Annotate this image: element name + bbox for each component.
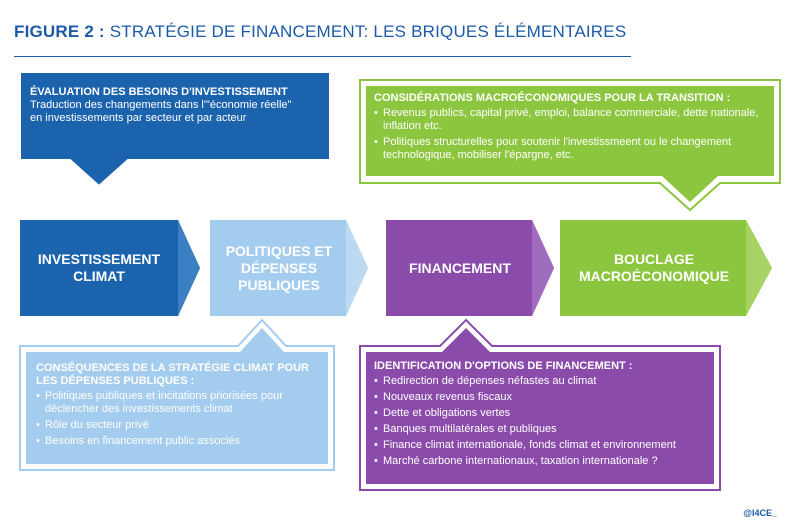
box-besoins-text: Traduction des changements dans l'"économie réelle" en investissements par secteur et par acteur (30, 99, 292, 124)
box-macro-item: • Politiques structurelles pour soutenir l'investissmeent ou le changement technologique, mobiliser l'épargne, etc. (374, 136, 770, 162)
figure-number: FIGURE 2 : (14, 22, 105, 41)
box-macro-item: • Revenus publics, capital privé, emploi, balance commerciale, dette nationale, inflation etc. (374, 107, 770, 133)
box-options-heading: IDENTIFICATION D'OPTIONS DE FINANCEMENT : (374, 360, 633, 372)
figure-title-text: STRATÉGIE DE FINANCEMENT: LES BRIQUES ÉLÉMENTAIRES (109, 22, 627, 41)
box-consequences-item: • Rôle du secteur privé (36, 419, 326, 432)
box-macro-heading: CONSIDÉRATIONS MACROÉCONOMIQUES POUR LA TRANSITION : (374, 92, 731, 104)
box-options-item: • Redirection de dépenses néfastes au climat (374, 375, 710, 388)
box-options-item: • Banques multilatérales et publiques (374, 423, 710, 436)
box-options-item: • Marché carbone internationaux, taxation internationale ? (374, 455, 710, 468)
box-consequences-depenses (36, 362, 326, 451)
box-macro-list (374, 107, 770, 162)
box-besoins-investissement (30, 86, 322, 125)
box-consequences-heading: CONSÉQUENCES DE LA STRATÉGIE CLIMAT POUR LES DÉPENSES PUBLIQUES : (36, 362, 309, 387)
box-options-item: • Nouveaux revenus fiscaux (374, 391, 710, 404)
box-besoins-heading: ÉVALUATION DES BESOINS D'INVESTISSEMENT (30, 86, 288, 98)
step-financement: FINANCEMENT (409, 259, 511, 276)
box-options-item: • Dette et obligations vertes (374, 407, 710, 420)
step-investissement-climat: INVESTISSEMENT CLIMAT (37, 251, 161, 284)
box-options-item: • Finance climat internationale, fonds climat et environnement (374, 439, 710, 452)
step-3-tip (532, 220, 554, 316)
box-considerations-macro (374, 92, 770, 165)
step-4-tip (746, 220, 772, 316)
step-bouclage-macro: BOUCLAGE MACROÉCONOMIQUE (578, 251, 730, 284)
box-consequences-item: • Besoins en financement public associés (36, 435, 326, 448)
step-1-tip (178, 220, 200, 316)
box-consequences-item: • Politiques publiques et incitations priorisées pour déclencher des investissements climat (36, 390, 326, 416)
box-options-list (374, 375, 710, 468)
step-politiques-depenses: POLITIQUES ET DÉPENSES PUBLIQUES (225, 242, 333, 293)
box-options-financement (374, 360, 710, 471)
credit-handle: @I4CE_ (743, 508, 777, 518)
box-consequences-list (36, 390, 326, 448)
step-2-tip (346, 220, 368, 316)
